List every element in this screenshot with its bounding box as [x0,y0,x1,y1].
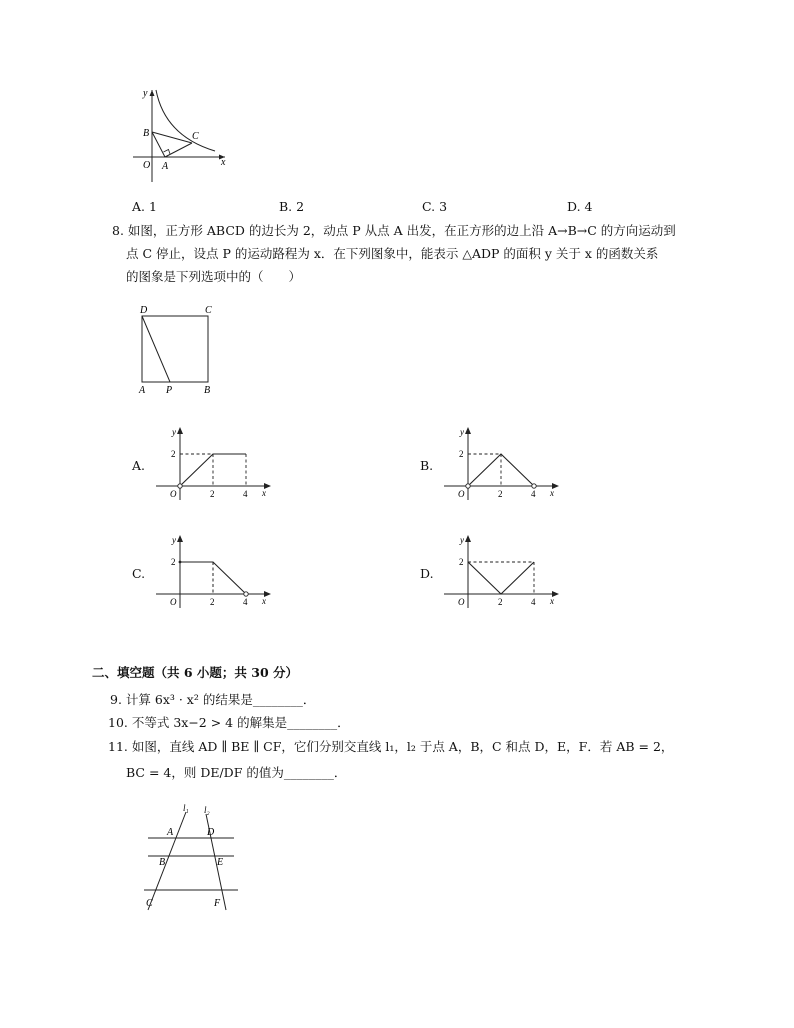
origin-label: O [458,489,465,499]
y-axis-arrow [465,535,471,542]
x-axis-label: x [550,488,554,498]
q11-label-a: A [167,827,174,838]
x-axis-label: x [550,596,554,606]
q7-label-b: B [143,128,150,139]
q11-figure [138,800,244,914]
q11-label-f: F [214,898,221,909]
x-tick-label: 4 [243,597,248,607]
q8-text-line1: 8. 如图，正方形 ABCD 的边长为 2，动点 P 从点 A 出发，在正方形的边上沿 A→B→C 的方向运动到 [112,223,676,238]
q8-option-b-graph [438,424,563,502]
q9-text: 9. 计算 6x³ · x² 的结果是________． [110,692,316,707]
q8-option-b-letter: B. [420,458,434,473]
x-tick-label: 4 [531,489,536,499]
data-point [179,561,182,564]
x-axis-label: x [262,488,266,498]
open-endpoint [532,484,536,488]
q7-label-a: A [162,161,169,172]
q7-label-o: O [143,160,151,171]
origin-label: O [170,489,177,499]
q11-text-line1: 11. 如图，直线 AD ∥ BE ∥ CF，它们分别交直线 l₁，l₂ 于点 A，B，C 和点 D，E，F．若 AB = 2， [108,739,674,754]
q8-option-c-graph [150,532,275,610]
q8-label-b: B [204,385,211,396]
q7-option-b: B. 2 [279,199,305,214]
q8-option-d-graph [438,532,563,610]
y-axis-label: y [460,535,464,545]
function-line [468,454,534,486]
y-axis-arrow [465,427,471,434]
y-tick-label: 2 [171,557,176,567]
q8-text-line2: 点 C 停止，设点 P 的运动路程为 x．在下列图象中，能表示 △ADP 的面积 y 关于 x 的函数关系 [126,246,659,261]
y-tick-label: 2 [459,449,464,459]
q8-option-a-graph [150,424,275,502]
q11-label-d: D [207,827,215,838]
q8-option-d-letter: D. [420,566,434,581]
q8-label-p: P [166,385,173,396]
q11-label-b: B [159,857,166,868]
x-tick-label: 4 [531,597,536,607]
q11-label-e: E [217,857,224,868]
q7-option-c: C. 3 [422,199,448,214]
q11-label-c: C [146,898,153,909]
q11-text-line2: BC = 4，则 DE/DF 的值为________． [126,765,347,780]
y-axis-label: y [172,427,176,437]
x-tick-label: 2 [210,489,215,499]
y-axis-arrow [177,535,183,542]
section-title: 二、填空题（共 6 小题；共 30 分） [92,665,299,680]
q8-text-line3: 的图象是下列选项中的（ ） [126,269,302,284]
function-line [180,454,246,486]
q11-label-l2: l₂ [204,805,210,815]
open-endpoint [244,592,248,596]
q10-text: 10. 不等式 3x−2 > 4 的解集是________． [108,715,350,730]
q8-square-figure [134,302,220,396]
x-tick-label: 2 [498,489,503,499]
open-endpoint [466,484,470,488]
x-tick-label: 4 [243,489,248,499]
q8-label-c: C [205,305,212,316]
y-axis-label: y [172,535,176,545]
q7-graph [125,86,235,186]
y-tick-label: 2 [459,557,464,567]
q7-option-a: A. 1 [132,199,157,214]
q7-option-d: D. 4 [567,199,593,214]
q8-option-a-letter: A. [132,458,146,473]
open-endpoint [178,484,182,488]
origin-label: O [170,597,177,607]
q8-label-a: A [139,385,146,396]
function-line [180,562,246,594]
q8-label-d: D [140,305,148,316]
function-line [468,562,534,594]
q11-label-l1: l₁ [183,803,189,813]
y-axis-arrow [177,427,183,434]
origin-label: O [458,597,465,607]
q7-label-x: x [221,157,226,168]
y-axis-label: y [460,427,464,437]
q7-label-c: C [192,131,199,142]
q7-label-y: y [143,88,148,99]
y-tick-label: 2 [171,449,176,459]
x-axis-label: x [262,596,266,606]
x-tick-label: 2 [498,597,503,607]
x-tick-label: 2 [210,597,215,607]
q8-option-c-letter: C. [132,566,146,581]
